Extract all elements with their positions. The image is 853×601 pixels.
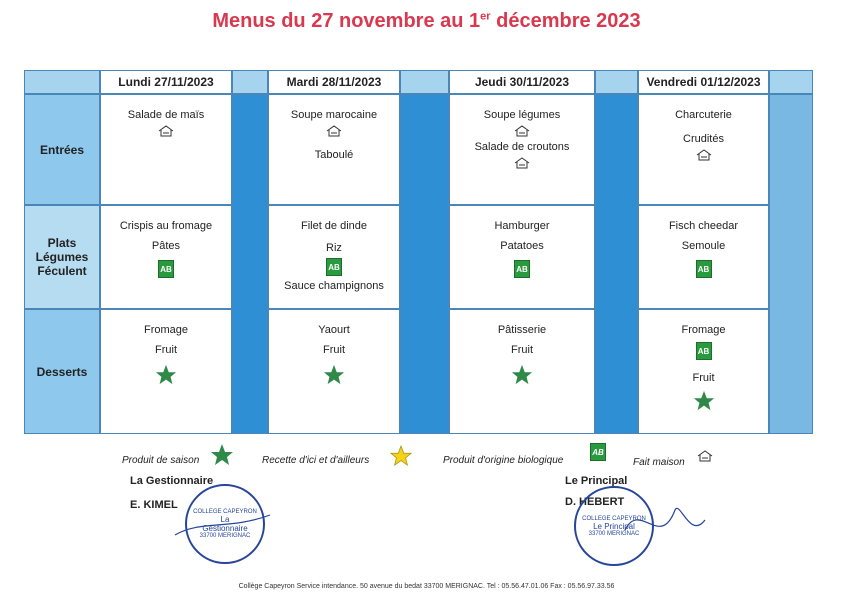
fait-maison-icon [326, 125, 342, 137]
menu-item: Soupe marocaine [290, 109, 378, 121]
cell-plats-vendredi [638, 205, 769, 309]
signature-name-right: D. HEBERT [565, 496, 625, 508]
fait-maison-icon [514, 157, 530, 169]
row-label-text: Plats [47, 236, 77, 250]
menu-item: Filet de dinde [300, 220, 368, 232]
row-label-entrees [24, 94, 100, 205]
separator-band [400, 94, 449, 434]
stamp-text: La [220, 515, 230, 524]
separator-band [769, 94, 813, 434]
menu-item: Fruit [511, 344, 533, 356]
legend-saison-label: Produit de saison [122, 455, 200, 466]
signature-role-left: La Gestionnaire [130, 475, 214, 487]
row-label-text: Desserts [36, 364, 88, 379]
fait-maison-icon [696, 149, 712, 161]
row-label-text: Entrées [39, 142, 85, 157]
stamp-text: 33700 MERIGNAC [199, 533, 251, 539]
cell-desserts-mardi [268, 309, 400, 434]
menu-item: Crispis au fromage [119, 220, 213, 232]
menu-item: Taboulé [314, 149, 354, 161]
menu-item: Fruit [155, 344, 177, 356]
menu-item: Fromage [143, 324, 189, 336]
header-gap [232, 70, 268, 94]
menu-item: Patatoes [500, 240, 544, 252]
title-sup: er [480, 10, 491, 23]
stamp-text: COLLEGE CAPEYRON [193, 509, 257, 515]
menu-item: Riz [326, 242, 342, 254]
stamp-text: 33700 MERIGNAC [588, 530, 640, 537]
footer-address: Collège Capeyron Service intendance. 50 avenue du bedat 33700 MERIGNAC. Tel : 05.56.47.01.06 Fax : 05.56.97.33.56 [238, 583, 615, 590]
menu-item: Salade de maïs [127, 109, 205, 121]
fait-maison-icon [697, 450, 713, 462]
menu-item: Crudités [683, 133, 724, 145]
separator-band [595, 94, 638, 434]
fait-maison-icon [514, 125, 530, 137]
cell-entrees-jeudi [449, 94, 595, 205]
star-saison-icon [323, 364, 345, 386]
menu-item: Fromage [681, 324, 726, 336]
menu-item: Charcuterie [675, 109, 732, 121]
cell-plats-mardi [268, 205, 400, 309]
menu-item: Semoule [681, 240, 726, 252]
cell-desserts-jeudi [449, 309, 595, 434]
menu-table [24, 70, 813, 434]
bio-icon: AB [158, 260, 174, 278]
menu-item: Salade de croutons [474, 141, 570, 153]
day-header-vendredi: Vendredi 01/12/2023 [638, 70, 769, 94]
cell-desserts-vendredi [638, 309, 769, 434]
header-gap [595, 70, 638, 94]
cell-plats-lundi [100, 205, 232, 309]
separator-band [232, 94, 268, 434]
menu-item: Fruit [692, 372, 715, 384]
cell-plats-jeudi [449, 205, 595, 309]
star-saison-icon [693, 390, 715, 412]
day-header-mardi: Mardi 28/11/2023 [268, 70, 400, 94]
header-gap [769, 70, 813, 94]
header-corner [24, 70, 100, 94]
stamp-text: Gestionnaire [202, 524, 248, 533]
signature-role-right: Le Principal [565, 475, 628, 487]
star-saison-icon [210, 443, 234, 467]
menu-item: Yaourt [318, 324, 350, 336]
fait-maison-icon [158, 125, 174, 137]
cell-desserts-lundi [100, 309, 232, 434]
stamp-text: COLLEGE CAPEYRON [582, 515, 646, 522]
row-label-plats [24, 205, 100, 309]
legend-recette-label: Recette d'ici et d'ailleurs [262, 455, 370, 466]
bio-icon: AB [590, 443, 606, 461]
menu-item: Soupe légumes [483, 109, 561, 121]
title-text: Menus du 27 novembre au 1 [212, 10, 481, 32]
cell-entrees-mardi [268, 94, 400, 205]
header-gap [400, 70, 449, 94]
star-saison-icon [511, 364, 533, 386]
menu-item: Pâtes [151, 240, 181, 252]
menu-item: Sauce champignons [284, 280, 384, 292]
day-header-lundi: Lundi 27/11/2023 [100, 70, 232, 94]
legend-bio-label: Produit d'origine biologique [443, 455, 564, 466]
row-label-text: Féculent [37, 264, 87, 278]
row-label-desserts [24, 309, 100, 434]
signature-scribble-right [620, 490, 710, 560]
row-label-text: Légumes [35, 250, 89, 264]
stamp-text: Le Principal [593, 521, 635, 531]
title-end: décembre 2023 [490, 10, 641, 32]
bio-icon: AB [514, 260, 530, 278]
legend [0, 443, 853, 473]
menu-item: Pâtisserie [497, 324, 547, 336]
menu-item: Fisch cheedar [668, 220, 739, 232]
cell-entrees-lundi [100, 94, 232, 205]
bio-icon: AB [326, 258, 342, 276]
star-recette-icon [390, 445, 412, 467]
star-saison-icon [155, 364, 177, 386]
signature-scribble-left [170, 500, 280, 550]
day-header-jeudi: Jeudi 30/11/2023 [449, 70, 595, 94]
signature-name-left: E. KIMEL [130, 499, 178, 511]
bio-icon: AB [696, 342, 712, 360]
page-title [0, 10, 853, 33]
bio-icon: AB [696, 260, 712, 278]
cell-entrees-vendredi [638, 94, 769, 205]
legend-maison-label: Fait maison [633, 457, 685, 468]
menu-item: Fruit [323, 344, 345, 356]
menu-item: Hamburger [494, 220, 550, 232]
